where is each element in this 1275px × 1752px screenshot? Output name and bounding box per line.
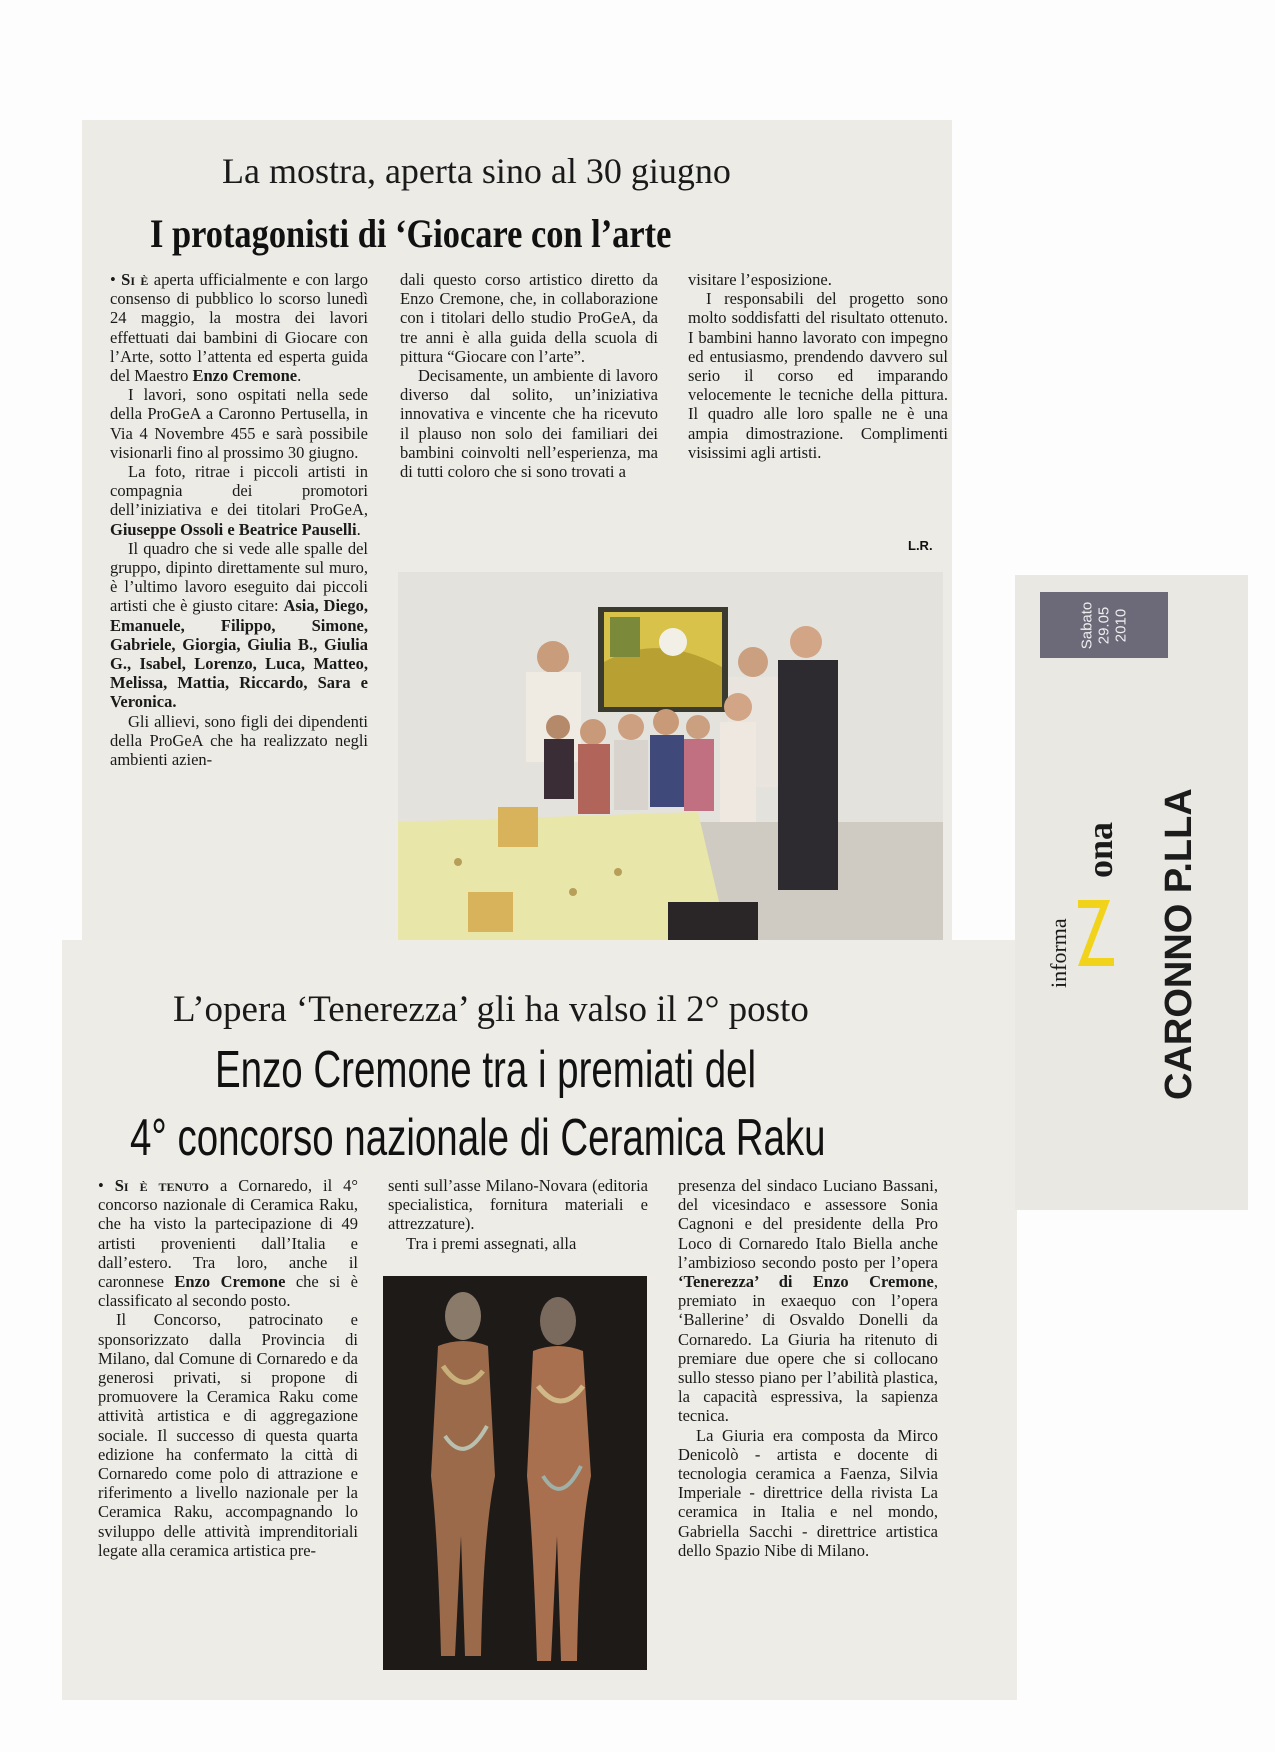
mural-painting (598, 607, 728, 712)
issue-year: 2010 (1112, 608, 1130, 642)
paragraph: Gli allievi, sono figli dei dipendenti della ProGeA che ha realizzato negli ambienti azien- (110, 711, 368, 770)
article1-column-2 (400, 270, 658, 481)
article2-column-2 (388, 1176, 648, 1253)
issue-date: 29.05 (1095, 606, 1113, 644)
paragraph: La Giuria era composta da Mirco Denicolò - artista e docente di tecnologia ceramica a Faenza, Silvia Imperiale - direttrice della rivista La ceramica in Italia e nel mondo, Gabriella Sacchi - direttrice artistica dello Spazio Nibe di Milano. (678, 1425, 938, 1560)
issue-day: Sabato (1078, 601, 1096, 649)
logo-small-text: informa (1048, 918, 1071, 988)
article1-column-3 (688, 270, 948, 462)
town-label: CARONNO P.LLA (1158, 788, 1200, 1100)
article2-headline-line2: 4° concorso nazionale di Ceramica Raku (130, 1109, 826, 1167)
logo-z-mark (1078, 900, 1114, 966)
article1-kicker: La mostra, aperta sino al 30 giugno (222, 151, 731, 191)
paragraph: Il Concorso, patrocinato e sponsorizzato dalla Provincia di Milano, dal Comune di Cornaredo e da generosi privati, si propone di promuovere la Ceramica Raku come attività artistica e di aggregazione sociale. Il successo di questa quarta edizione ha confermato la città di Cornaredo come polo di attrazione e riferimento a livello nazionale per la Ceramica Raku, accompagnando lo sviluppo delle attività imprenditoriali legate alla ceramica artistica pre- (98, 1310, 358, 1560)
sculpture-photo (383, 1276, 647, 1670)
article2-headline-line1: Enzo Cremone tra i premiati del (215, 1041, 757, 1099)
lead-in: Si è tenuto (114, 1176, 210, 1195)
informazona-logo (1048, 820, 1128, 1000)
paragraph: I responsabili del progetto sono molto soddisfatti del risultato ottenuto. I bambini hanno lavorato con impegno ed entusiasmo, prendendo davvero sul serio il corso ed imparando velocemente le tecniche della pittura. Il quadro alle loro spalle ne è una ampia dimostrazione. Complimenti visissimi agli artisti. (688, 289, 948, 462)
group-photo (398, 572, 943, 940)
paragraph: Decisamente, un ambiente di lavoro diverso dal solito, un’iniziativa innovativa e vincente che ha ricevuto il plauso non solo dei familiari dei bambini coinvolti nell’esperienza, ma di tutti coloro che si sono trovati a (400, 366, 658, 482)
signature: L.R. (908, 538, 933, 553)
paragraph: visitare l’esposizione. (688, 270, 832, 289)
article2-column-1: • Si è tenuto a Cornaredo, il 4° concorso nazionale di Ceramica Raku, che ha visto la partecipazione di 49 artisti provenienti dall’Italia e dall’estero. Tra loro, anche il caronnese Enzo Cremone che si è classificato al secondo posto. Il Concorso, patrocinato e sponsorizzato dalla Provincia di Milano, dal Comune di Cornaredo e da generosi privati, si propone di promuovere la Ceramica Raku come attività artistica e di aggregazione sociale. Il successo di questa quarta edizione ha confermato la città di Cornaredo come polo di attrazione e riferimento a livello nazionale per la Ceramica Raku, accompagnando lo sviluppo delle attività imprenditoriali legate alla ceramica artistica pre- (98, 1176, 359, 1560)
paragraph: senti sull’asse Milano-Novara (editoria specialistica, fornitura materiali e attrezzature). (388, 1176, 648, 1234)
logo-rest-text: ona (1080, 821, 1120, 878)
article1-headline: I protagonisti di ‘Giocare con l’arte (150, 211, 672, 256)
article2-kicker: L’opera ‘Tenerezza’ gli ha valso il 2° posto (173, 989, 809, 1030)
paragraph: dali questo corso artistico diretto da Enzo Cremone, che, in collaborazione con i titolari dello studio ProGeA, da tre anni è alla guida della scuola di pittura “Giocare con l’arte”. (400, 270, 658, 366)
article2-column-3: presenza del sindaco Luciano Bassani, del vicesindaco e assessore Sonia Cagnoni e del presidente della Pro Loco di Cornaredo Italo Biella anche l’ambizioso secondo posto per l’opera ‘Tenerezza’ di Enzo Cremone, premiato in exaequo con l’opera ‘Ballerine’ di Osvaldo Donelli da Cornaredo. La Giuria ha ritenuto di premiare due opere che si collocano sullo stesso piano per l’abilità plastica, la capacità espressiva, la sapienza tecnica. La Giuria era composta da Mirco Denicolò - artista e docente di tecnologia ceramica a Faenza, Silvia Imperiale - direttrice della rivista La ceramica in Italia e nel mondo, Gabriella Sacchi - direttrice artistica dello Spazio Nibe di Milano. (678, 1176, 938, 1560)
lead-in: Si è (121, 270, 149, 289)
issue-date-box (1040, 592, 1168, 658)
paragraph: I lavori, sono ospitati nella sede della ProGeA a Caronno Pertusella, in Via 4 Novembre 455 e sarà possibile visionarli fino al prossimo 30 giugno. (110, 385, 368, 462)
paragraph: Tra i premi assegnati, alla (406, 1233, 577, 1253)
article1-column-1: • Si è aperta ufficialmente e con largo consenso di pubblico lo scorso lunedì 24 maggio, la mostra dei lavori effettuati dai bambini di Giocare con l’Arte, sotto l’attenta ed esperta guida del Maestro Enzo Cremone. I lavori, sono ospitati nella sede della ProGeA a Caronno Pertusella, in Via 4 Novembre 455 e sarà possibile visionarli fino al prossimo 30 giugno. La foto, ritrae i piccoli artisti in compagnia dei promotori dell’iniziativa e dei titolari ProGeA, Giuseppe Ossoli e Beatrice Pauselli. Il quadro che si vede alle spalle del gruppo, dipinto direttamente sul muro, è l’ultimo lavoro eseguito dai piccoli artisti che è giusto citare: Asia, Diego, Emanuele, Filippo, Simone, Gabriele, Giorgia, Giulia B., Giulia G., Isabel, Lorenzo, Luca, Matteo, Melissa, Mattia, Riccardo, Sara e Veronica. Gli allievi, sono figli dei dipendenti della ProGeA che ha realizzato negli ambienti azien- (110, 270, 368, 770)
